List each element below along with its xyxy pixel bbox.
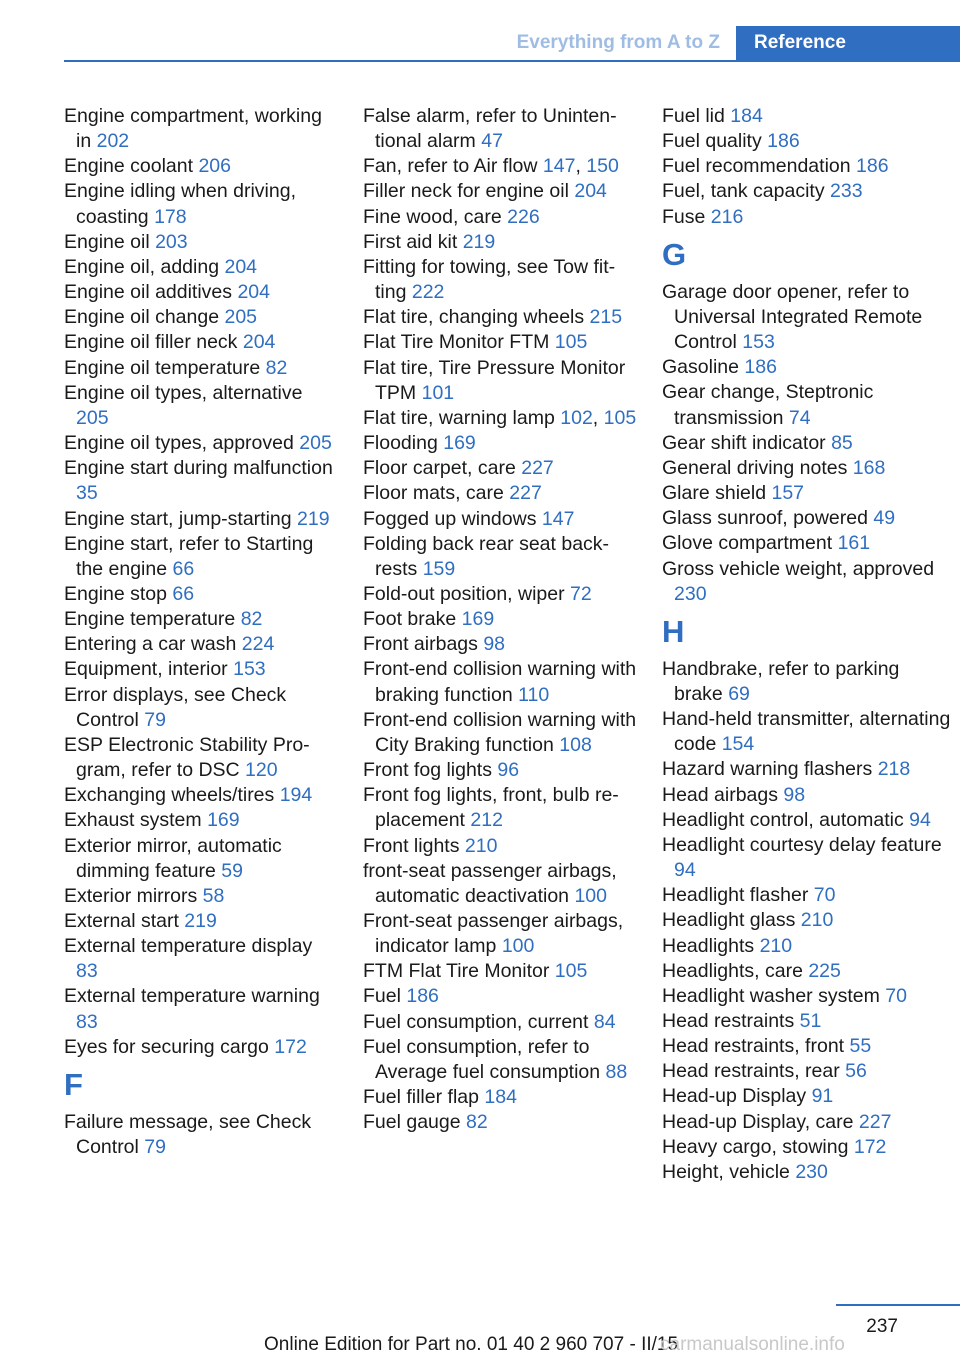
entry-text: Fitting for towing, see Tow fitting — [363, 255, 616, 304]
reference-tab[interactable]: Reference — [736, 26, 960, 60]
page-link[interactable]: 224 — [241, 633, 275, 656]
entry-text: Front-end collision warning with City Braking function — [363, 708, 637, 756]
index-entry — [64, 1110, 334, 1160]
page-link[interactable]: 105 — [554, 331, 588, 354]
index-entry — [363, 959, 638, 984]
entry-text: Head airbags — [662, 783, 784, 806]
page-link[interactable]: 51 — [799, 1010, 822, 1032]
index-entry — [363, 179, 638, 204]
page-link[interactable]: 212 — [470, 809, 503, 832]
page-link[interactable]: 153 — [233, 658, 266, 681]
index-entry — [662, 431, 952, 456]
entry-text: Headlight control, automatic — [662, 808, 910, 831]
index-entry — [64, 280, 334, 305]
entry-text: Fuel, tank capacity — [662, 180, 830, 203]
page-link[interactable]: 172 — [853, 1135, 887, 1158]
page-number: 237 — [866, 1316, 898, 1337]
index-entry — [363, 607, 638, 632]
entry-text: Engine oil types, approved — [64, 432, 300, 455]
index-entry — [64, 582, 334, 607]
index-entry — [64, 330, 334, 355]
page-link[interactable]: 79 — [144, 708, 166, 731]
watermark: carmanualsonline.info — [660, 1334, 845, 1355]
entry-text: General driving notes — [662, 456, 853, 479]
page-link[interactable]: 226 — [507, 205, 540, 228]
page-link[interactable]: 83 — [76, 960, 98, 983]
entry-text: Front-end collision warning with braking function — [363, 658, 637, 706]
entry-text: Fuel recommendation — [662, 155, 857, 178]
index-entry — [662, 104, 952, 129]
index-entry — [64, 984, 334, 1034]
index-entry — [363, 783, 638, 833]
entry-text: Fuel — [363, 985, 407, 1008]
page-link[interactable]: 79 — [144, 1136, 166, 1159]
page-link[interactable]: 169 — [461, 608, 495, 631]
page-link[interactable]: 70 — [885, 984, 907, 1007]
index-column-3 — [662, 104, 952, 1185]
page-link[interactable]: 98 — [783, 783, 806, 806]
entry-text: Engine oil temperature — [64, 356, 266, 379]
index-entry — [363, 205, 638, 230]
entry-text: Fuel consumption, refer to Average fuel consumption — [363, 1035, 606, 1083]
index-entry — [64, 683, 334, 733]
page-link[interactable]: 186 — [744, 356, 777, 379]
index-entry — [363, 582, 638, 607]
page-header — [64, 26, 960, 62]
entry-text: Exchanging wheels/tires — [64, 784, 280, 807]
entry-text: Head restraints, front — [662, 1035, 850, 1058]
index-entry — [662, 179, 952, 204]
entry-text: Engine coolant — [64, 155, 199, 178]
index-entry — [363, 984, 638, 1009]
page-link[interactable]: 153 — [742, 331, 775, 354]
page-link[interactable]: 210 — [800, 909, 834, 932]
index-entry — [662, 808, 952, 833]
page-link[interactable]: 184 — [484, 1086, 517, 1109]
index-entry — [662, 883, 952, 908]
entry-text: Glare shield — [662, 482, 772, 505]
index-entry — [64, 154, 334, 179]
entry-text: Fine wood, care — [363, 205, 508, 228]
entry-text: Head-up Display — [662, 1085, 812, 1108]
page-link[interactable]: 204 — [574, 180, 607, 203]
index-entry — [363, 456, 638, 481]
index-entry — [363, 104, 638, 154]
entry-text: Fuel gauge — [363, 1111, 466, 1134]
index-entry — [662, 1110, 952, 1135]
page-separator: , — [575, 155, 587, 178]
entry-text: Fogged up windows — [363, 507, 542, 530]
index-entry — [662, 557, 952, 607]
index-entry — [64, 255, 334, 280]
index-column-1 — [64, 104, 334, 1160]
index-entry — [64, 532, 334, 582]
page-link[interactable]: 88 — [605, 1060, 628, 1083]
page-link[interactable]: 58 — [202, 884, 225, 907]
index-entry — [64, 381, 334, 431]
index-entry — [363, 758, 638, 783]
page-link[interactable]: 47 — [481, 130, 503, 153]
index-entry — [64, 733, 334, 783]
index-entry — [662, 380, 952, 430]
index-entry — [662, 783, 952, 808]
entry-text: Fuel quality — [662, 130, 768, 153]
entry-text: Headlight flasher — [662, 884, 814, 907]
page-link[interactable]: 96 — [497, 759, 520, 782]
index-entry — [363, 305, 638, 330]
entry-text: Front-seat passenger airbags, indicator lamp — [363, 910, 624, 958]
page-link[interactable]: 159 — [422, 557, 456, 580]
page-link[interactable]: 82 — [265, 356, 288, 379]
index-entry — [64, 632, 334, 657]
index-entry — [64, 431, 334, 456]
page-link[interactable]: 230 — [795, 1160, 828, 1183]
page-link[interactable]: 168 — [852, 456, 886, 479]
page-link[interactable]: 66 — [172, 582, 195, 605]
page-link[interactable]: 150 — [586, 155, 619, 178]
page-link[interactable]: 35 — [76, 482, 98, 505]
page-link[interactable]: 219 — [184, 910, 217, 932]
entry-text: Head restraints, rear — [662, 1060, 846, 1083]
page-link[interactable]: 100 — [501, 935, 535, 958]
entry-text: Engine oil types, alternative — [64, 381, 303, 404]
page-link[interactable]: 161 — [837, 532, 871, 555]
page-link[interactable]: 102 — [560, 406, 593, 429]
entry-text: Flat Tire Monitor FTM — [363, 331, 555, 354]
page-link[interactable]: 184 — [730, 105, 763, 127]
section-letter: G — [662, 236, 687, 272]
page-link[interactable]: 83 — [76, 1010, 98, 1033]
entry-text: Eyes for securing cargo — [64, 1035, 275, 1058]
entry-text: Filler neck for engine oil — [363, 180, 575, 203]
index-entry — [64, 230, 334, 255]
page-link[interactable]: 219 — [297, 507, 330, 530]
index-entry — [662, 934, 952, 959]
index-entry — [363, 330, 638, 355]
index-entry — [662, 1059, 952, 1084]
entry-text: Headlight washer system — [662, 984, 886, 1007]
index-entry — [662, 355, 952, 380]
entry-text: Engine oil additives — [64, 281, 238, 304]
page-link[interactable]: 227 — [521, 457, 554, 480]
index-entry — [363, 431, 638, 456]
entry-text: Exterior mirrors — [64, 884, 203, 907]
entry-text: Front fog lights — [363, 759, 498, 782]
page-link[interactable]: 202 — [96, 130, 130, 153]
entry-text: Fold-out position, wiper — [363, 582, 571, 605]
edition-note: Online Edition for Part no. 01 40 2 960 707 - II/15 — [264, 1334, 679, 1355]
page-link[interactable]: 172 — [274, 1035, 307, 1058]
index-entry — [363, 507, 638, 532]
entry-text: Headlights, care — [662, 959, 809, 982]
index-entry — [662, 1034, 952, 1059]
entry-text: Flat tire, Tire Pressure Monitor TPM — [363, 356, 626, 404]
index-entry — [363, 834, 638, 859]
entry-text: Glass sunroof, powered — [662, 507, 874, 530]
header-rule — [64, 60, 960, 62]
page-link[interactable]: 186 — [406, 985, 439, 1008]
page-link[interactable]: 169 — [207, 809, 240, 832]
index-entry — [363, 356, 638, 406]
page-link[interactable]: 205 — [299, 432, 332, 455]
page-link[interactable]: 169 — [443, 432, 476, 455]
entry-text: Gear shift indicator — [662, 431, 832, 454]
index-entry — [64, 783, 334, 808]
page-link[interactable]: 74 — [788, 406, 811, 429]
entry-text: Hand-held transmitter, alternating code — [662, 708, 951, 756]
page-link[interactable]: 85 — [831, 431, 853, 454]
section-title: Everything from A to Z — [516, 32, 720, 53]
page-link[interactable]: 110 — [518, 683, 550, 706]
entry-text: Folding back rear seat backrests — [363, 532, 610, 580]
page-link[interactable]: 218 — [877, 758, 911, 781]
index-entry — [64, 1035, 334, 1060]
index-entry — [662, 456, 952, 481]
entry-text: Exterior mirror, automatic dimming feature — [64, 834, 282, 882]
index-entry — [363, 230, 638, 255]
page-link[interactable]: 66 — [172, 557, 195, 580]
index-entry — [64, 356, 334, 381]
entry-text: Heavy cargo, stowing — [662, 1135, 854, 1158]
index-entry — [662, 280, 952, 355]
entry-text: Engine stop — [64, 582, 173, 605]
entry-text: Headlight courtesy delay feature — [662, 833, 942, 856]
index-entry — [363, 632, 638, 657]
entry-text: Height, vehicle — [662, 1160, 796, 1183]
index-entry — [363, 708, 638, 758]
page-link[interactable]: 82 — [466, 1111, 488, 1134]
entry-text: Floor mats, care — [363, 482, 510, 505]
index-entry — [64, 507, 334, 532]
entry-text: Engine oil change — [64, 306, 225, 329]
page-link[interactable]: 206 — [198, 155, 231, 178]
index-entry — [64, 179, 334, 229]
section-letter: F — [64, 1066, 83, 1102]
index-entry — [363, 859, 638, 909]
entry-text: Foot brake — [363, 608, 462, 631]
index-entry — [363, 1110, 638, 1135]
page-link[interactable]: 55 — [849, 1035, 872, 1058]
entry-text: Fuel filler flap — [363, 1086, 485, 1109]
page-link[interactable]: 215 — [589, 306, 623, 329]
entry-text: External start — [64, 910, 185, 932]
page-link[interactable]: 205 — [76, 406, 109, 429]
entry-text: Fuse — [662, 205, 711, 228]
page-link[interactable]: 91 — [811, 1085, 834, 1108]
page-link[interactable]: 108 — [559, 733, 592, 756]
index-entry — [363, 532, 638, 582]
page-link[interactable]: 105 — [603, 406, 637, 429]
page-link[interactable]: 59 — [221, 859, 243, 882]
entry-text: Front airbags — [363, 633, 484, 656]
page-link[interactable]: 194 — [279, 784, 313, 807]
page-link[interactable]: 82 — [240, 608, 263, 631]
page-link[interactable]: 230 — [674, 582, 707, 605]
entry-text: Garage door opener, refer to Universal Integrated Remote Control — [662, 280, 923, 354]
entry-text: Handbrake, refer to parking brake — [662, 657, 900, 705]
entry-text: External temperature warning — [64, 985, 320, 1008]
entry-text: Head restraints — [662, 1010, 800, 1032]
entry-text: Exhaust system — [64, 809, 208, 832]
index-entry — [64, 934, 334, 984]
index-column-2 — [363, 104, 638, 1135]
page-link[interactable]: 204 — [237, 281, 270, 304]
entry-text: Engine start during malfunction — [64, 457, 333, 480]
entry-text: Equipment, interior — [64, 658, 234, 681]
entry-text: Gasoline — [662, 356, 745, 379]
index-entry — [363, 657, 638, 707]
entry-text: Head-up Display, care — [662, 1110, 859, 1133]
page-separator: , — [592, 406, 604, 429]
index-entry — [363, 481, 638, 506]
page-link[interactable]: 154 — [721, 733, 755, 756]
page-link[interactable]: 227 — [509, 482, 542, 505]
index-entry — [662, 1160, 952, 1185]
index-entry — [64, 884, 334, 909]
page-link[interactable]: 94 — [674, 859, 696, 882]
page-link[interactable]: 203 — [155, 230, 188, 253]
index-entry — [64, 607, 334, 632]
index-entry — [662, 506, 952, 531]
index-entry — [662, 205, 952, 230]
section-letter: H — [662, 613, 685, 649]
index-entry — [662, 984, 952, 1009]
index-entry — [64, 909, 334, 934]
entry-text: External temperature display — [64, 935, 313, 958]
page-link[interactable]: 147 — [541, 507, 575, 530]
entry-text: Hazard warning flashers — [662, 758, 878, 781]
index-entry — [662, 1009, 952, 1034]
index-entry — [64, 305, 334, 330]
index-entry — [662, 1135, 952, 1160]
entry-text: Front fog lights, front, bulb replacement — [363, 784, 619, 832]
entry-text: Floor carpet, care — [363, 457, 522, 480]
entry-text: Gear change, Steptronic transmission — [662, 381, 874, 429]
entry-text: Headlights — [662, 934, 760, 957]
page-link[interactable]: 69 — [728, 682, 750, 705]
page-link[interactable]: 204 — [242, 331, 276, 354]
entry-text: First aid kit — [363, 230, 463, 253]
page-link[interactable]: 70 — [813, 884, 836, 907]
page-link[interactable]: 72 — [570, 582, 592, 605]
index-entry — [363, 1035, 638, 1085]
page-link[interactable]: 157 — [771, 482, 805, 505]
index-entry — [662, 1084, 952, 1109]
page-link[interactable]: 56 — [845, 1060, 867, 1083]
entry-text: Engine idling when driving, coasting — [64, 180, 296, 228]
page-link[interactable]: 98 — [483, 633, 506, 656]
entry-text: Error displays, see Check Control — [64, 683, 287, 731]
entry-text: Entering a car wash — [64, 633, 242, 656]
entry-text: Front lights — [363, 834, 465, 857]
index-entry — [662, 707, 952, 757]
page-link[interactable]: 227 — [858, 1110, 892, 1133]
index-entry — [363, 909, 638, 959]
entry-text: False alarm, refer to Unintentional alarm — [363, 105, 617, 153]
index-entry — [64, 104, 334, 154]
index-entry — [363, 406, 638, 431]
entry-text: Failure message, see Check Control — [64, 1110, 312, 1159]
entry-text: front-seat passenger airbags, automatic deactivation — [363, 859, 617, 907]
entry-text: Gross vehicle weight, approved — [662, 557, 935, 580]
page-link[interactable]: 147 — [542, 155, 576, 178]
entry-text: Engine oil — [64, 230, 156, 253]
page-link[interactable]: 225 — [808, 959, 841, 982]
page-link[interactable]: 186 — [767, 130, 800, 153]
index-entry — [662, 833, 952, 883]
page-link[interactable]: 216 — [710, 205, 744, 228]
page-link[interactable]: 100 — [574, 884, 607, 907]
index-entry — [363, 1085, 638, 1110]
entry-text: Flat tire, changing wheels — [363, 306, 590, 329]
entry-text: FTM Flat Tire Monitor — [363, 960, 555, 983]
page-link[interactable]: 178 — [154, 205, 187, 228]
entry-text: Engine oil, adding — [64, 255, 225, 278]
page-link[interactable]: 222 — [411, 281, 445, 304]
entry-text: Engine start, jump-starting — [64, 507, 298, 530]
page-link[interactable]: 205 — [224, 306, 258, 329]
entry-text: ESP Electronic Stability Program, refer to DSC — [64, 733, 310, 782]
page-link[interactable]: 210 — [759, 934, 793, 957]
page-link[interactable]: 101 — [421, 381, 455, 404]
index-entry — [662, 959, 952, 984]
index-entry — [64, 456, 334, 506]
index-entry — [64, 834, 334, 884]
page-link[interactable]: 204 — [224, 255, 258, 278]
index-entry — [64, 808, 334, 833]
entry-text: Engine start, refer to Starting the engine — [64, 532, 314, 580]
index-entry — [662, 129, 952, 154]
index-entry — [662, 481, 952, 506]
entry-text: Fuel consumption, current — [363, 1010, 594, 1033]
page-link[interactable]: 210 — [464, 834, 498, 857]
index-entry — [662, 757, 952, 782]
page-link[interactable]: 120 — [245, 759, 278, 782]
index-entry — [662, 154, 952, 179]
entry-text: Engine compartment, working in — [64, 105, 322, 153]
page-link[interactable]: 233 — [830, 180, 863, 203]
entry-text: Fan, refer to Air flow — [363, 155, 543, 178]
page-link[interactable]: 84 — [593, 1010, 616, 1033]
index-entry — [363, 154, 638, 179]
entry-text: Glove compartment — [662, 532, 838, 555]
index-entry — [662, 531, 952, 556]
index-entry — [662, 657, 952, 707]
entry-text: Flat tire, warning lamp — [363, 406, 561, 429]
page-link[interactable]: 186 — [856, 155, 889, 178]
index-entry — [64, 657, 334, 682]
entry-text: Engine oil filler neck — [64, 331, 243, 354]
footer-rule — [836, 1304, 960, 1306]
page-link[interactable]: 49 — [873, 507, 896, 530]
entry-text: Flooding — [363, 432, 444, 455]
index-entry — [363, 255, 638, 305]
entry-text: Engine temperature — [64, 608, 241, 631]
index-entry — [363, 1010, 638, 1035]
page-link[interactable]: 105 — [554, 960, 588, 983]
entry-text: Headlight glass — [662, 909, 801, 932]
entry-text: Fuel lid — [662, 105, 731, 127]
index-entry — [662, 908, 952, 933]
page-link[interactable]: 219 — [462, 230, 496, 253]
page-link[interactable]: 94 — [909, 808, 931, 831]
